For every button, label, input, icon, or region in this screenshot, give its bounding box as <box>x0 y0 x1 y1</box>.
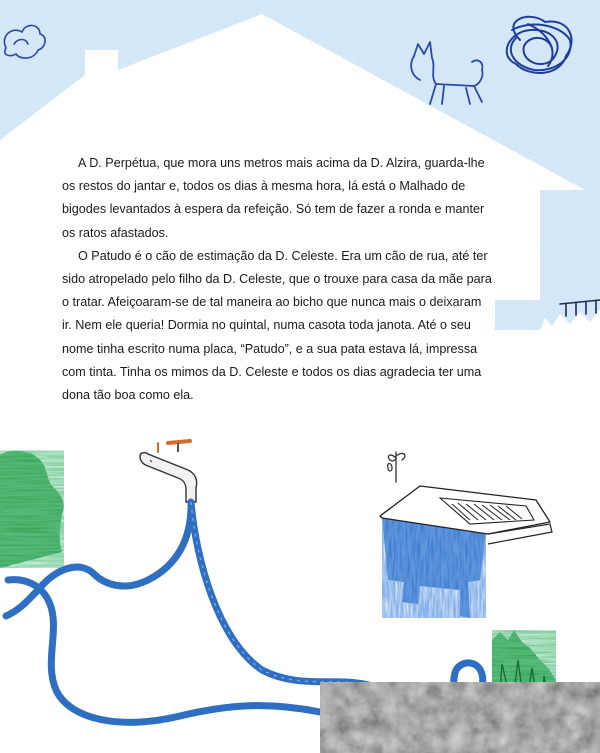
story-text <box>62 152 494 407</box>
paragraph-1: A D. Perpétua, que mora uns metros mais acima da D. Alzira, guarda-lhe os restos do jantar e, todos os dias à mesma hora, lá está o Malhado de bigodes levantados à espera da refeição. Só tem de fazer a ronda e manter os ratos afastados. <box>62 156 485 240</box>
paragraph-2: O Patudo é o cão de estimação da D. Celeste. Era um cão de rua, até ter sido atropelado pelo filho da D. Celeste, que o trouxe para casa da mãe para o tratar. Afeiçoaram-se de tal maneira ao bicho que nunca mais o deixaram ir. Nem ele queria! Dormia no quintal, numa casota toda janota. Até o seu nome tinha escrito numa placa, “Patudo”, e a sua pata estava lá, impressa com tinta. Tinha os mimos da D. Celeste e todos os dias agradecia ter uma dona tão boa como ela. <box>62 248 492 403</box>
